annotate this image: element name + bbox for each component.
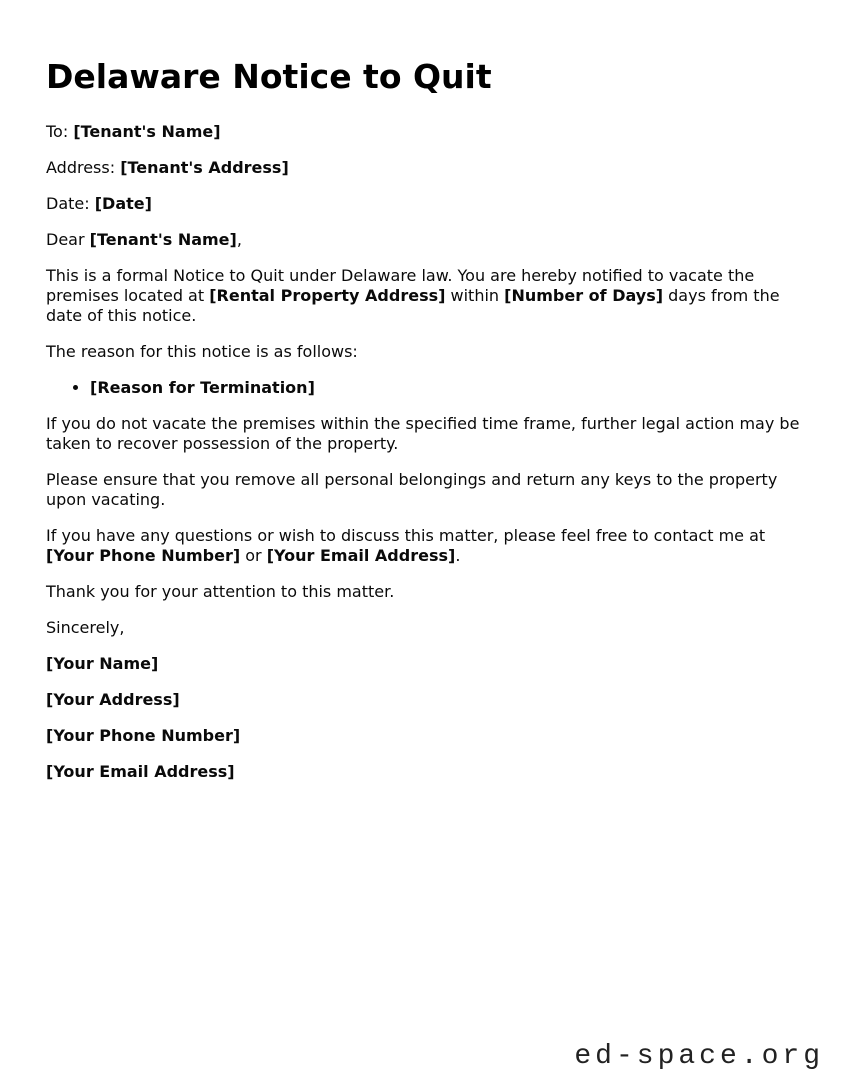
thanks-paragraph: Thank you for your attention to this matter. bbox=[46, 581, 395, 601]
date-line bbox=[46, 194, 800, 214]
reason-intro-paragraph: The reason for this notice is as follows: bbox=[46, 341, 358, 361]
placeholder-rental-property-address: [Rental Property Address] bbox=[209, 285, 446, 305]
placeholder-reason-for-termination: [Reason for Termination] bbox=[90, 377, 315, 397]
placeholder-tenant-address: [Tenant's Address] bbox=[120, 157, 289, 177]
address-label: Address: bbox=[46, 157, 121, 177]
notice-text-1: This is a formal Notice to Quit under Delaware law. You are hereby notified to vacate the premises located at bbox=[46, 265, 755, 305]
reason-list bbox=[46, 378, 800, 398]
to-line bbox=[46, 122, 800, 142]
signature-your-name: [Your Name] bbox=[46, 653, 159, 673]
placeholder-your-email-address: [Your Email Address] bbox=[266, 545, 456, 565]
salutation-suffix: , bbox=[236, 229, 242, 249]
closing-line: Sincerely, bbox=[46, 617, 125, 637]
belongings-paragraph: Please ensure that you remove all personal belongings and return any keys to the property upon vacating. bbox=[46, 469, 778, 509]
contact-paragraph bbox=[46, 526, 800, 566]
address-line bbox=[46, 158, 800, 178]
signature-your-email-address: [Your Email Address] bbox=[46, 761, 235, 781]
notice-text-3: days from the date of this notice. bbox=[46, 285, 780, 325]
placeholder-tenant-name: [Tenant's Name] bbox=[73, 121, 221, 141]
contact-text-3: . bbox=[455, 545, 461, 565]
date-label: Date: bbox=[46, 193, 95, 213]
site-watermark: ed-space.org bbox=[574, 1041, 824, 1072]
to-label: To: bbox=[46, 121, 74, 141]
placeholder-your-phone-number: [Your Phone Number] bbox=[46, 545, 241, 565]
notice-text-2: within bbox=[445, 285, 505, 305]
placeholder-tenant-name-salutation: [Tenant's Name] bbox=[89, 229, 237, 249]
reason-list-item bbox=[90, 378, 800, 398]
notice-paragraph bbox=[46, 266, 800, 326]
signature-your-phone-number: [Your Phone Number] bbox=[46, 725, 241, 745]
placeholder-number-of-days: [Number of Days] bbox=[504, 285, 664, 305]
salutation-label: Dear bbox=[46, 229, 90, 249]
contact-text-1: If you have any questions or wish to discuss this matter, please feel free to contact me at bbox=[46, 525, 766, 545]
placeholder-date: [Date] bbox=[94, 193, 152, 213]
document-title: Delaware Notice to Quit bbox=[46, 57, 492, 96]
salutation-line bbox=[46, 230, 800, 250]
contact-text-2: or bbox=[240, 545, 267, 565]
signature-your-address: [Your Address] bbox=[46, 689, 180, 709]
vacate-warning-paragraph: If you do not vacate the premises within the specified time frame, further legal action may be taken to recover possession of the property. bbox=[46, 413, 800, 453]
